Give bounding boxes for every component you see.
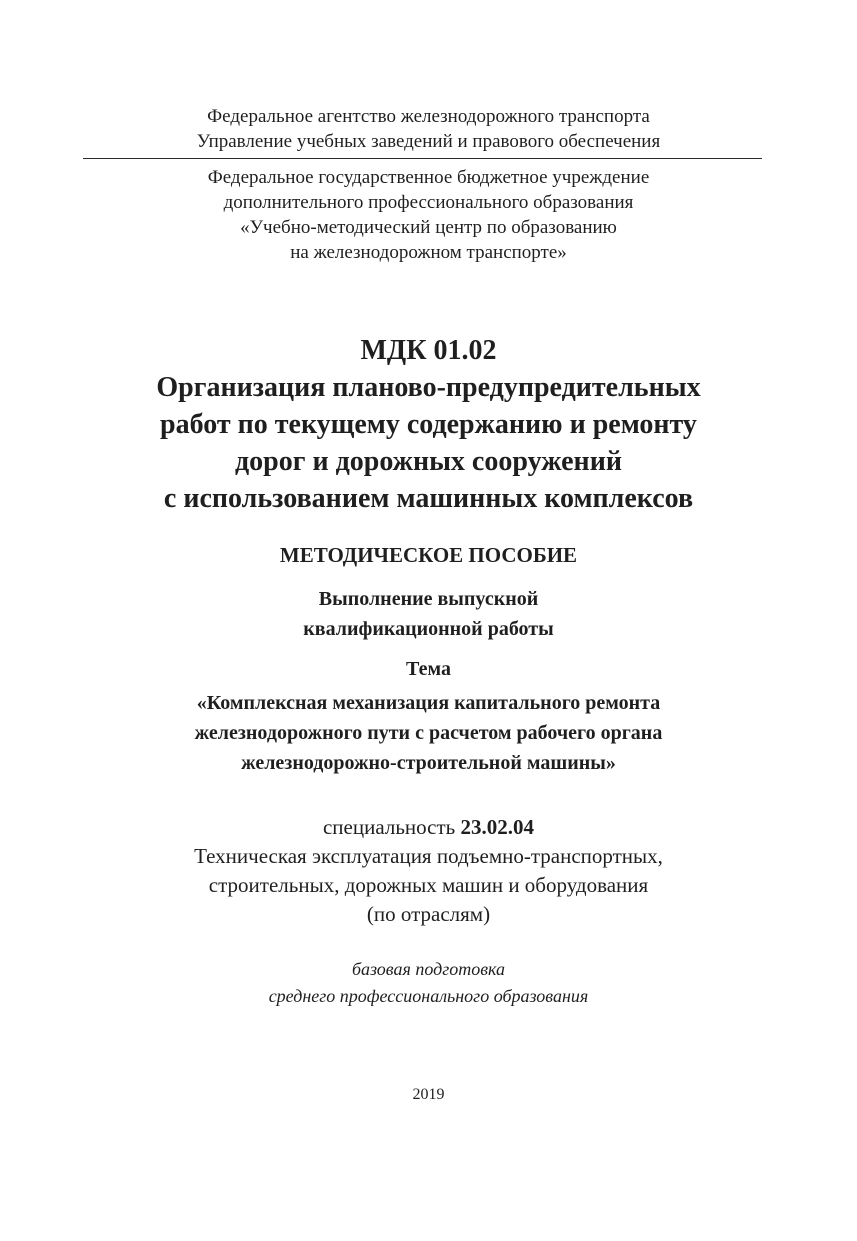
theme-text bbox=[0, 688, 857, 778]
education-line: среднего профессионального образования bbox=[268, 986, 589, 1006]
work-type-line: квалификационной работы bbox=[303, 618, 554, 640]
header-organization bbox=[0, 104, 857, 154]
theme-label: Тема bbox=[406, 658, 451, 680]
specialty-block bbox=[0, 813, 857, 929]
header-divider bbox=[83, 158, 762, 159]
title-line: с использованием машинных комплексов bbox=[163, 483, 694, 514]
specialty-heading bbox=[0, 813, 857, 842]
institution-block bbox=[0, 165, 857, 265]
specialty-line: Техническая эксплуатация подъемно-транспортных, bbox=[194, 844, 663, 868]
year-label: 2019 bbox=[412, 1086, 445, 1103]
institution-line: «Учебно-методический центр по образованию bbox=[240, 217, 617, 238]
document-title bbox=[0, 332, 857, 517]
agency-name: Федеральное агентство железнодорожного транспорта bbox=[207, 106, 650, 127]
institution-line: дополнительного профессионального образования bbox=[223, 192, 634, 213]
institution-line: на железнодорожном транспорте» bbox=[290, 242, 567, 263]
specialty-line: (по отраслям) bbox=[366, 902, 491, 926]
document-type bbox=[0, 541, 857, 569]
course-code: МДК 01.02 bbox=[360, 335, 497, 366]
title-line: дорог и дорожных сооружений bbox=[235, 446, 622, 477]
theme-line: железнодорожно-строительной машины» bbox=[241, 752, 616, 774]
work-type-line: Выполнение выпускной bbox=[318, 588, 539, 610]
document-type-label: МЕТОДИЧЕСКОЕ ПОСОБИЕ bbox=[279, 543, 578, 567]
specialty-code: 23.02.04 bbox=[460, 815, 534, 839]
theme-line: «Комплексная механизация капитального ремонта bbox=[196, 692, 661, 714]
theme-heading bbox=[0, 655, 857, 683]
education-line: базовая подготовка bbox=[351, 959, 506, 979]
publication-year bbox=[0, 1084, 857, 1106]
theme-line: железнодорожного пути с расчетом рабочего органа bbox=[194, 722, 663, 744]
work-type bbox=[0, 584, 857, 644]
department-name: Управление учебных заведений и правового обеспечения bbox=[196, 131, 661, 152]
education-level bbox=[0, 956, 857, 1010]
specialty-line: строительных, дорожных машин и оборудования bbox=[208, 873, 649, 897]
institution-line: Федеральное государственное бюджетное учреждение bbox=[207, 167, 650, 188]
specialty-prefix: специальность bbox=[322, 815, 461, 839]
title-line: Организация планово-предупредительных bbox=[156, 372, 701, 403]
title-line: работ по текущему содержанию и ремонту bbox=[160, 409, 697, 440]
